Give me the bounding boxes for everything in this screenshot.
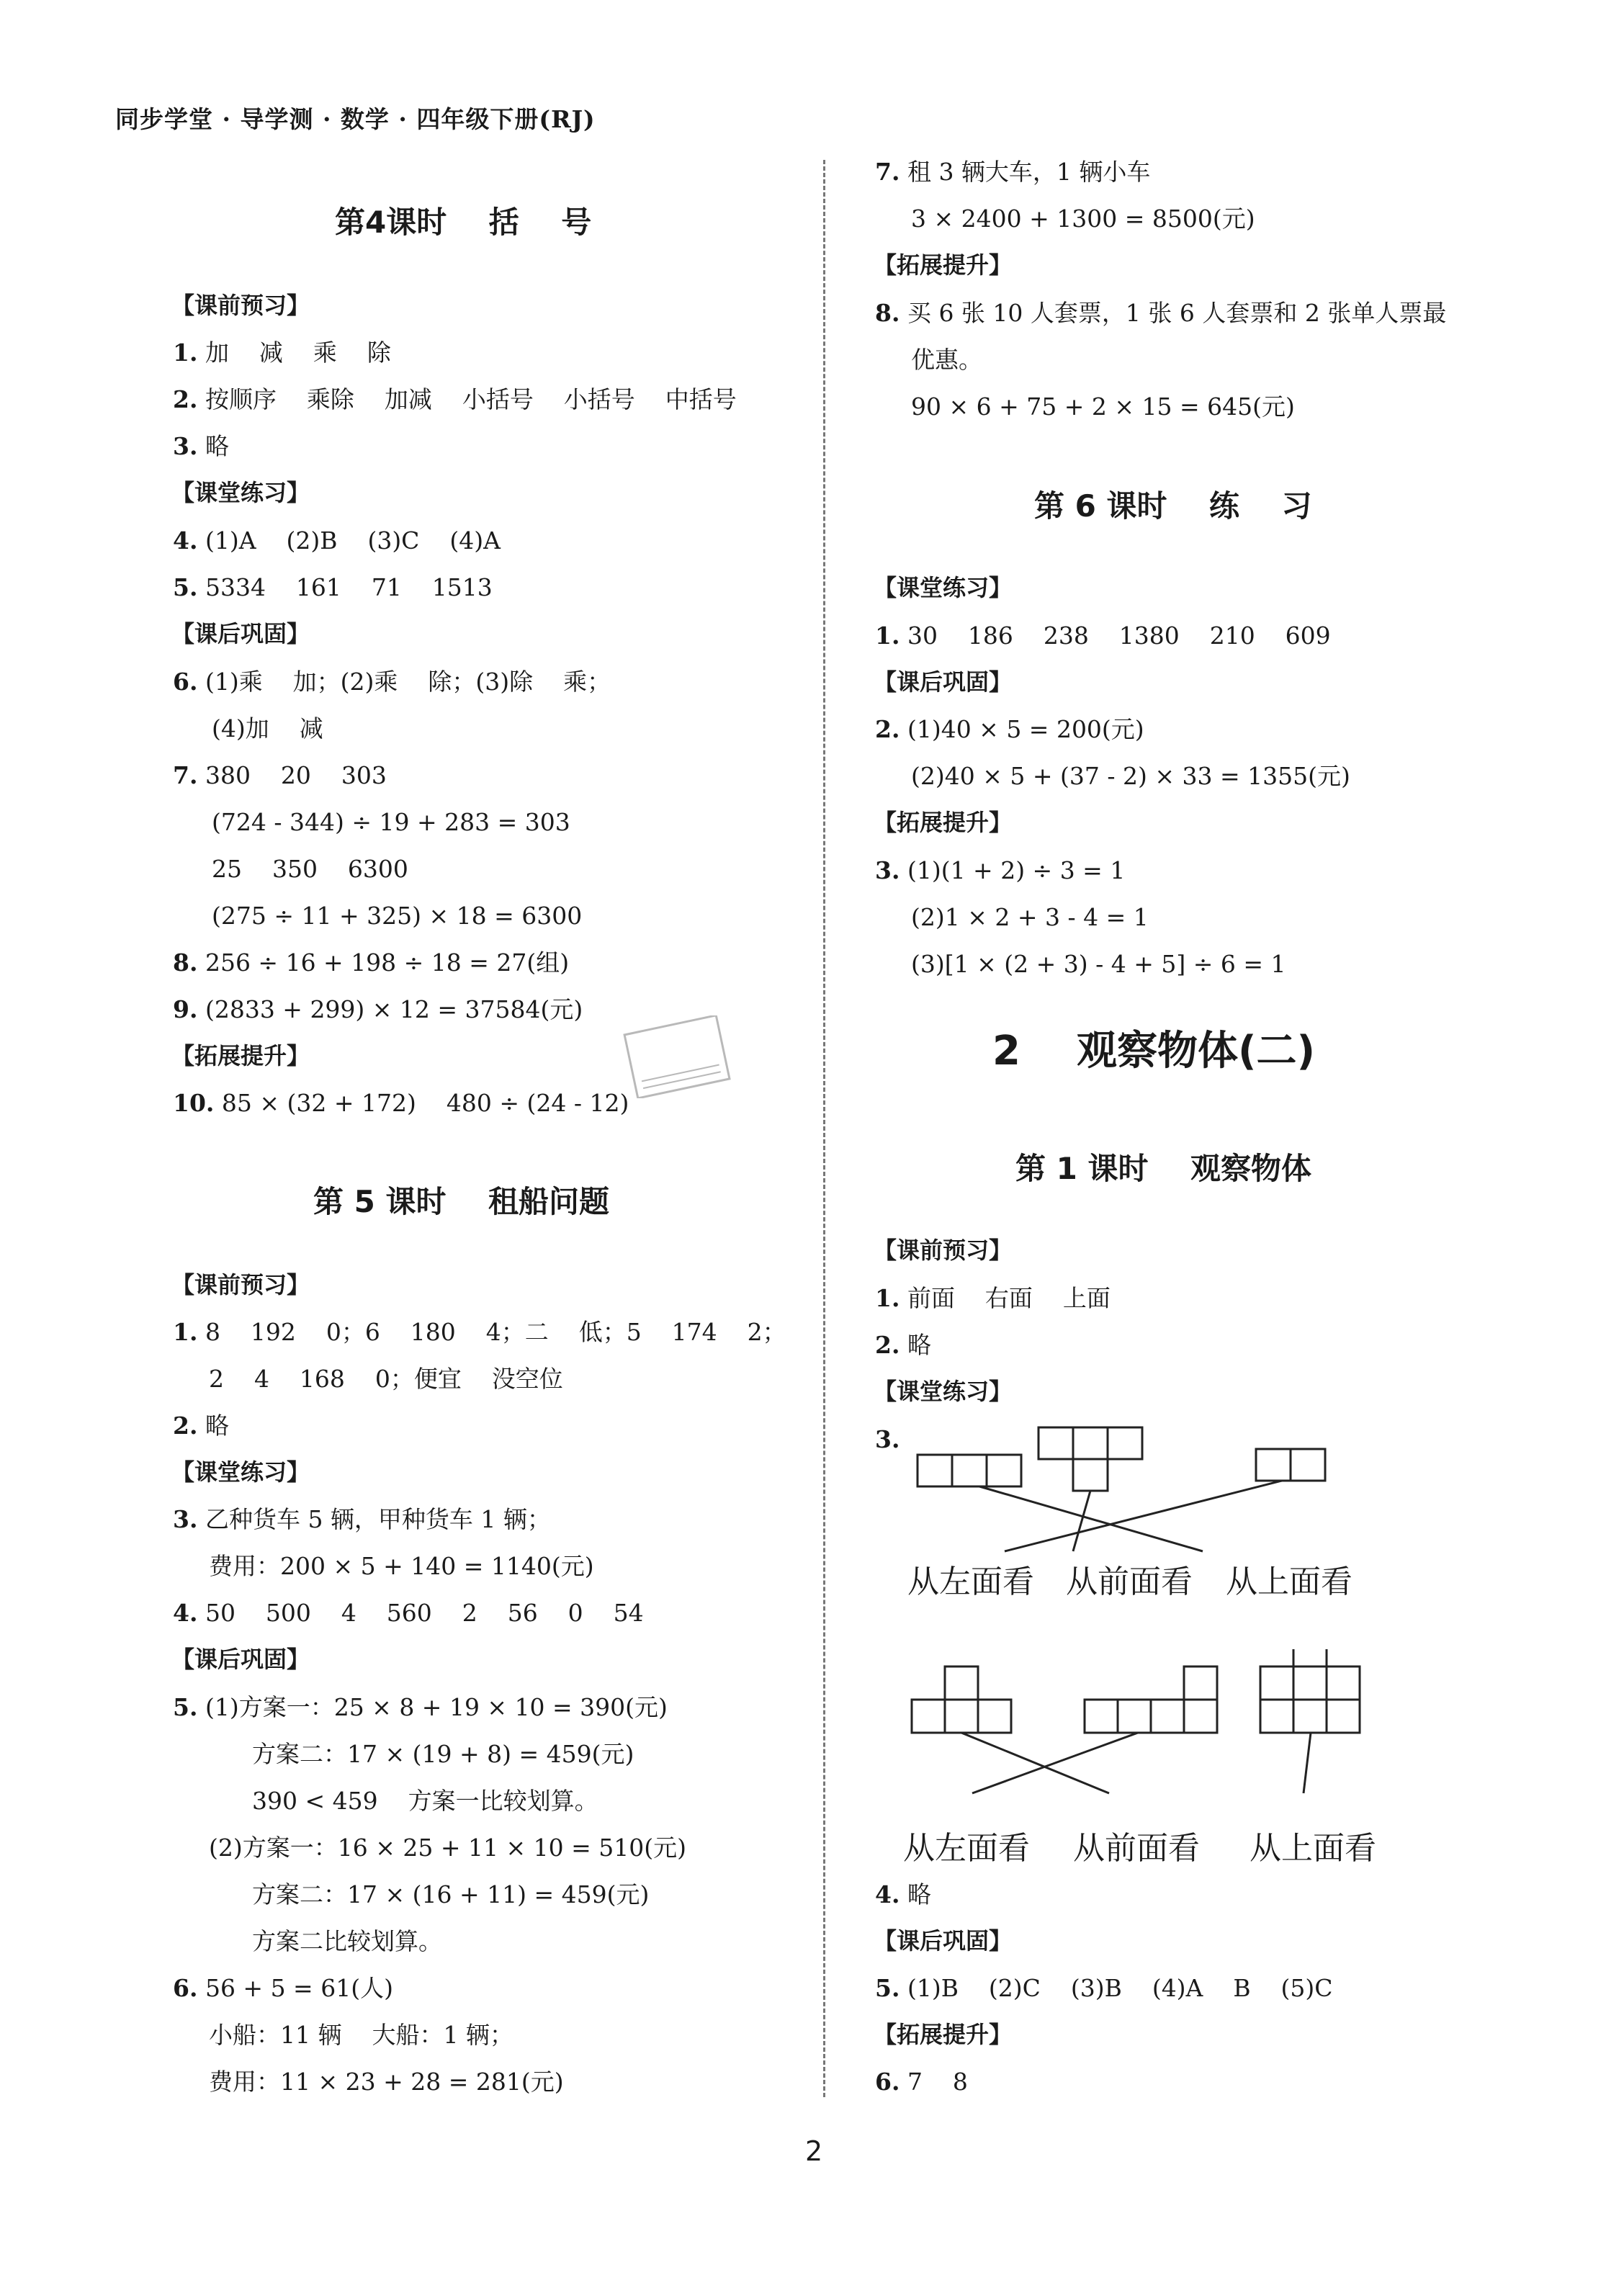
answer-line: 费用：200 × 5 + 140 = 1140(元)	[209, 1552, 594, 1580]
answer-line: 7. 租 3 辆大车，1 辆小车	[875, 158, 1151, 186]
view-label-top: 从上面看	[1250, 1830, 1376, 1867]
section-after: 【课后巩固】	[874, 1927, 1013, 1955]
answer-line: 8. 256 ÷ 16 + 198 ÷ 18 = 27(组)	[173, 948, 570, 977]
section-preview: 【课前预习】	[171, 1271, 310, 1298]
answer-line: (724 - 344) ÷ 19 + 283 = 303	[212, 808, 570, 836]
column-divider	[823, 160, 825, 2097]
answer-line: 4. 50 500 4 560 2 56 0 54	[173, 1599, 644, 1627]
answer-line: 3 × 2400 + 1300 = 8500(元)	[911, 205, 1255, 233]
view-label-left: 从左面看	[907, 1564, 1034, 1600]
answer-line: 10. 85 × (32 + 172) 480 ÷ (24 - 12)	[173, 1089, 629, 1117]
section-after: 【课后巩固】	[874, 668, 1013, 696]
answer-line: 1. 加 减 乘 除	[173, 338, 391, 367]
view-label-top: 从上面看	[1226, 1564, 1352, 1600]
answer-line: (2)1 × 2 + 3 - 4 = 1	[911, 903, 1149, 931]
answer-line: (4)加 减	[212, 714, 323, 743]
answer-line: 5. (1)方案一：25 × 8 + 19 × 10 = 390(元)	[173, 1693, 668, 1721]
answer-line: 2. 按顺序 乘除 加减 小括号 小括号 中括号	[173, 385, 737, 413]
answer-line: (3)[1 × (2 + 3) - 4 + 5] ÷ 6 = 1	[911, 950, 1286, 978]
answer-line: 5. (1)B (2)C (3)B (4)A B (5)C	[875, 1974, 1333, 2002]
view-match-diagram-2	[828, 1649, 1624, 1822]
section-class: 【课堂练习】	[171, 1458, 310, 1486]
answer-line: 6. 56 + 5 = 61(人)	[173, 1974, 393, 2002]
section-extension: 【拓展提升】	[171, 1042, 310, 1069]
page-number: 2	[805, 2135, 823, 2167]
section-preview: 【课前预习】	[171, 292, 310, 319]
answer-line: 4. 略	[875, 1880, 931, 1908]
answer-line: 小船：11 辆 大船：1 辆；	[209, 2021, 513, 2049]
answer-line: 25 350 6300	[212, 855, 408, 883]
section-class: 【课堂练习】	[874, 574, 1013, 601]
section-extension: 【拓展提升】	[874, 809, 1013, 836]
answer-line: 3. 略	[173, 432, 229, 460]
section-extension: 【拓展提升】	[874, 251, 1013, 279]
answer-line: 1. 8 192 0；6 180 4；二 低；5 174 2；	[173, 1318, 786, 1346]
lesson5-title: 第 5 课时 租船问题	[313, 1184, 609, 1219]
answer-line: 3. (1)(1 + 2) ÷ 3 = 1	[875, 856, 1126, 884]
lesson6-title: 第 6 课时 练 习	[1034, 488, 1312, 524]
answer-line: 3.	[875, 1425, 900, 1453]
view-label-left: 从左面看	[903, 1830, 1030, 1867]
answer-line: 3. 乙种货车 5 辆，甲种货车 1 辆；	[173, 1505, 551, 1533]
answer-line: 6. (1)乘 加；(2)乘 除；(3)除 乘；	[173, 668, 611, 696]
answer-line: 7. 380 20 303	[173, 761, 387, 789]
section-class: 【课堂练习】	[171, 479, 310, 506]
section-preview: 【课前预习】	[874, 1237, 1013, 1264]
answer-line: (2)方案一：16 × 25 + 11 × 10 = 510(元)	[209, 1834, 686, 1862]
section-extension: 【拓展提升】	[874, 2021, 1013, 2048]
answer-line: 2. 略	[173, 1412, 229, 1440]
answer-line: 4. (1)A (2)B (3)C (4)A	[173, 526, 501, 555]
answer-line: 方案二：17 × (16 + 11) = 459(元)	[252, 1880, 650, 1908]
stamp-graphic	[616, 1015, 742, 1098]
unit2-lesson1-title: 第 1 课时 观察物体	[1015, 1151, 1311, 1186]
answer-line: 5. 5334 161 71 1513	[173, 573, 493, 601]
section-after: 【课后巩固】	[171, 620, 310, 647]
answer-line: 1. 30 186 238 1380 210 609	[875, 622, 1331, 650]
answer-line: 方案二：17 × (19 + 8) = 459(元)	[252, 1740, 634, 1768]
answer-line: 390 < 459 方案一比较划算。	[252, 1787, 598, 1815]
answer-line: 1. 前面 右面 上面	[875, 1284, 1111, 1312]
section-class: 【课堂练习】	[874, 1378, 1013, 1405]
answer-line: 8. 买 6 张 10 人套票，1 张 6 人套票和 2 张单人票最	[875, 299, 1447, 327]
answer-line: 方案二比较划算。	[252, 1927, 442, 1955]
answer-line: 2. 略	[875, 1331, 931, 1359]
answer-line: 2 4 168 0；便宜 没空位	[209, 1365, 563, 1393]
section-after: 【课后巩固】	[171, 1646, 310, 1673]
answer-line: 优惠。	[911, 346, 982, 374]
answer-line: 90 × 6 + 75 + 2 × 15 = 645(元)	[911, 392, 1295, 421]
lesson4-title: 第4课时 括 号	[335, 205, 592, 240]
page-header: 同步学堂 · 导学测 · 数学 · 四年级下册(RJ)	[115, 105, 596, 133]
answer-line: (2)40 × 5 + (37 - 2) × 33 = 1355(元)	[911, 762, 1350, 790]
answer-line: 9. (2833 + 299) × 12 = 37584(元)	[173, 995, 583, 1023]
answer-line: 2. (1)40 × 5 = 200(元)	[875, 715, 1144, 743]
view-label-front: 从前面看	[1073, 1830, 1200, 1867]
answer-line: 6. 7 8	[875, 2068, 968, 2096]
view-label-front: 从前面看	[1066, 1564, 1193, 1600]
answer-line: (275 ÷ 11 + 325) × 18 = 6300	[212, 902, 583, 930]
answer-line: 费用：11 × 23 + 28 = 281(元)	[209, 2068, 564, 2096]
unit2-title: 2 观察物体(二)	[992, 1028, 1316, 1075]
